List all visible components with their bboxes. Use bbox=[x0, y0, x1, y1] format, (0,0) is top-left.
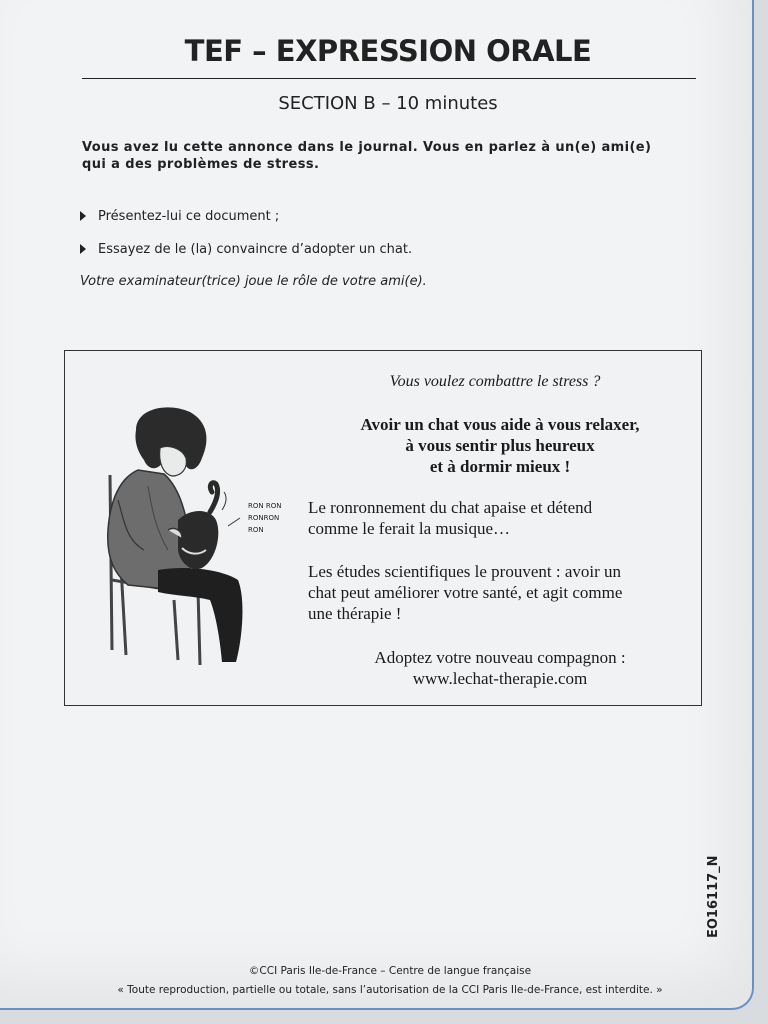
adopt-text: Adoptez votre nouveau compagnon : bbox=[374, 648, 626, 667]
headline-line: à vous sentir plus heureux bbox=[405, 436, 595, 455]
headline-line: Avoir un chat vous aide à vous relaxer, bbox=[360, 415, 640, 434]
role-note: Votre examinateur(trice) joue le rôle de votre ami(e). bbox=[80, 274, 427, 289]
instruction-bullet bbox=[80, 209, 279, 224]
bullet-marker-icon bbox=[80, 244, 86, 254]
paragraph-line: comme le ferait la musique… bbox=[308, 519, 511, 538]
purr-sound-text: RONRON bbox=[248, 514, 280, 522]
website-link[interactable]: www.lechat-therapie.com bbox=[412, 669, 588, 688]
paragraph-line: une thérapie ! bbox=[308, 604, 402, 623]
headline-line: et à dormir mieux ! bbox=[429, 457, 571, 476]
advert-paragraph-purring bbox=[308, 497, 688, 539]
purr-sound-text: RON RON bbox=[248, 502, 282, 510]
title-underline bbox=[82, 78, 696, 79]
instruction-bullet bbox=[80, 242, 412, 257]
footer-notice: « Toute reproduction, partielle ou totale, sans l’autorisation de la CCI Paris Ile-de-France, est interdite. » bbox=[117, 984, 663, 996]
bullet-text: Essayez de le (la) convaincre d’adopter un chat. bbox=[98, 242, 413, 257]
advert-headline bbox=[300, 414, 700, 477]
intro-line: Vous avez lu cette annonce dans le journal. Vous en parlez à un(e) ami(e) bbox=[82, 140, 652, 155]
section-subtitle: SECTION B – 10 minutes bbox=[278, 93, 498, 114]
footer-copyright: ©CCI Paris Ile-de-France – Centre de langue française bbox=[248, 965, 532, 977]
paragraph-line: Le ronronnement du chat apaise et détend bbox=[308, 498, 593, 517]
bullet-marker-icon bbox=[80, 211, 86, 221]
advert-question: Vous voulez combattre le stress ? bbox=[389, 373, 601, 390]
intro-line: qui a des problèmes de stress. bbox=[82, 157, 320, 172]
woman-with-cat-illustration bbox=[98, 400, 288, 675]
paragraph-line: Les études scientifiques le prouvent : avoir un bbox=[308, 562, 621, 581]
paragraph-line: chat peut améliorer votre santé, et agit comme bbox=[308, 583, 623, 602]
bullet-text: Présentez-lui ce document ; bbox=[98, 209, 280, 224]
document-code: EO16117_N bbox=[706, 855, 721, 938]
page-title: TEF – EXPRESSION ORALE bbox=[184, 34, 592, 68]
instruction-intro bbox=[82, 139, 712, 173]
purr-sound-text: RON bbox=[248, 526, 264, 534]
advert-call-to-action bbox=[300, 647, 700, 689]
advert-paragraph-studies bbox=[308, 561, 688, 624]
